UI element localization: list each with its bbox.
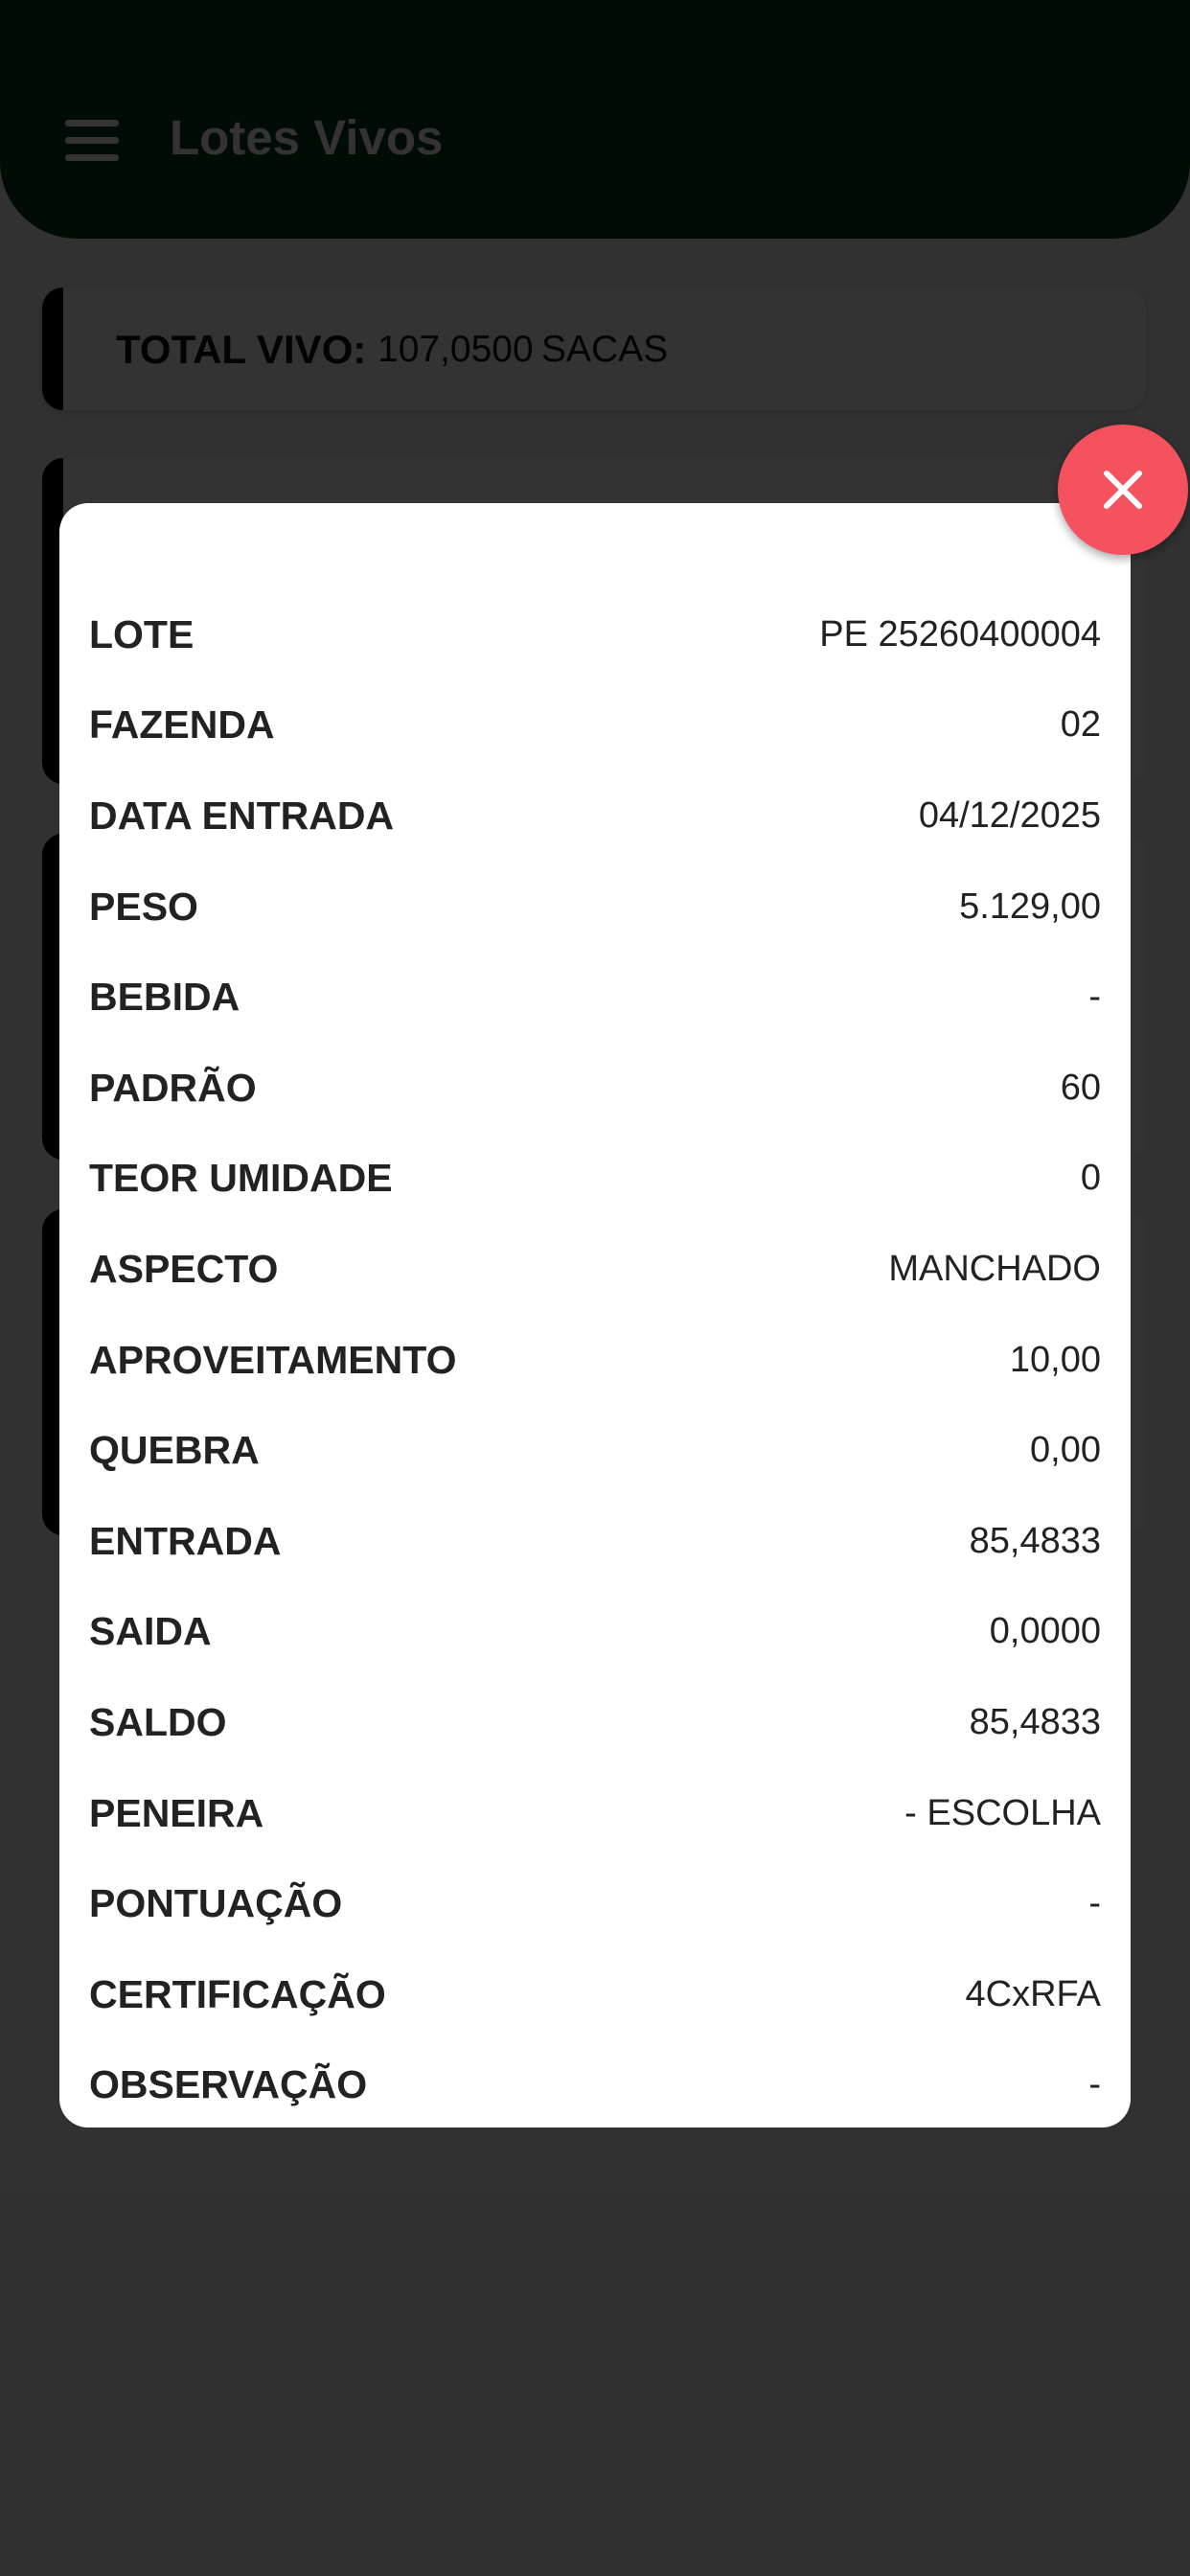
detail-label: CERTIFICAÇÃO <box>89 1971 386 2016</box>
close-icon <box>1102 469 1144 511</box>
detail-label: FAZENDA <box>89 702 275 748</box>
detail-row-padrao <box>59 1043 1131 1134</box>
detail-row-peneira <box>59 1768 1131 1859</box>
detail-label: LOTE <box>89 611 195 656</box>
detail-value: MANCHADO <box>888 1248 1101 1289</box>
detail-label: OBSERVAÇÃO <box>89 2062 368 2107</box>
detail-label: PADRÃO <box>89 1065 257 1110</box>
detail-value: - <box>1088 1883 1101 1924</box>
detail-value: 04/12/2025 <box>918 794 1101 836</box>
detail-label: ASPECTO <box>89 1246 279 1291</box>
detail-value: 0,00 <box>1030 1430 1101 1471</box>
detail-label: SALDO <box>89 1699 227 1744</box>
detail-value: 60 <box>1060 1067 1101 1108</box>
detail-row-peso <box>59 862 1131 953</box>
detail-value: PE 25260400004 <box>819 613 1101 655</box>
detail-row-data-entrada <box>59 770 1131 862</box>
detail-row-fazenda <box>59 680 1131 771</box>
detail-value: 4CxRFA <box>965 1973 1101 2014</box>
detail-label: TEOR UMIDADE <box>89 1156 393 1201</box>
detail-row-aspecto <box>59 1224 1131 1315</box>
detail-value: - <box>1088 977 1101 1018</box>
detail-label: DATA ENTRADA <box>89 793 395 838</box>
detail-row-lote <box>59 589 1131 680</box>
detail-value: 5.129,00 <box>959 886 1101 927</box>
detail-label: PENEIRA <box>89 1790 264 1835</box>
detail-row-teor-umidade <box>59 1134 1131 1225</box>
detail-value: 85,4833 <box>969 1701 1101 1742</box>
detail-row-observacao <box>59 2040 1131 2131</box>
detail-row-saldo <box>59 1677 1131 1768</box>
detail-row-quebra <box>59 1405 1131 1496</box>
detail-row-certificacao <box>59 1949 1131 2040</box>
detail-row-bebida <box>59 952 1131 1043</box>
detail-value: 85,4833 <box>969 1520 1101 1561</box>
detail-value: - ESCOLHA <box>904 1792 1101 1833</box>
detail-value: 0 <box>1080 1158 1101 1199</box>
detail-row-saida <box>59 1587 1131 1678</box>
detail-label: BEBIDA <box>89 975 240 1020</box>
detail-label: PESO <box>89 884 198 929</box>
detail-label: QUEBRA <box>89 1428 260 1473</box>
detail-value: - <box>1088 2064 1101 2105</box>
detail-row-entrada <box>59 1496 1131 1587</box>
detail-row-pontuacao <box>59 1858 1131 1949</box>
detail-value: 02 <box>1060 704 1101 746</box>
detail-value: 10,00 <box>1009 1339 1101 1380</box>
detail-value: 0,0000 <box>989 1611 1101 1652</box>
detail-label: ENTRADA <box>89 1518 282 1563</box>
detail-row-aproveitamento <box>59 1315 1131 1406</box>
detail-label: PONTUAÇÃO <box>89 1881 343 1926</box>
lot-details-modal <box>59 503 1131 2128</box>
detail-label: APROVEITAMENTO <box>89 1337 457 1382</box>
close-button[interactable] <box>1058 425 1188 555</box>
detail-label: SAIDA <box>89 1609 212 1654</box>
